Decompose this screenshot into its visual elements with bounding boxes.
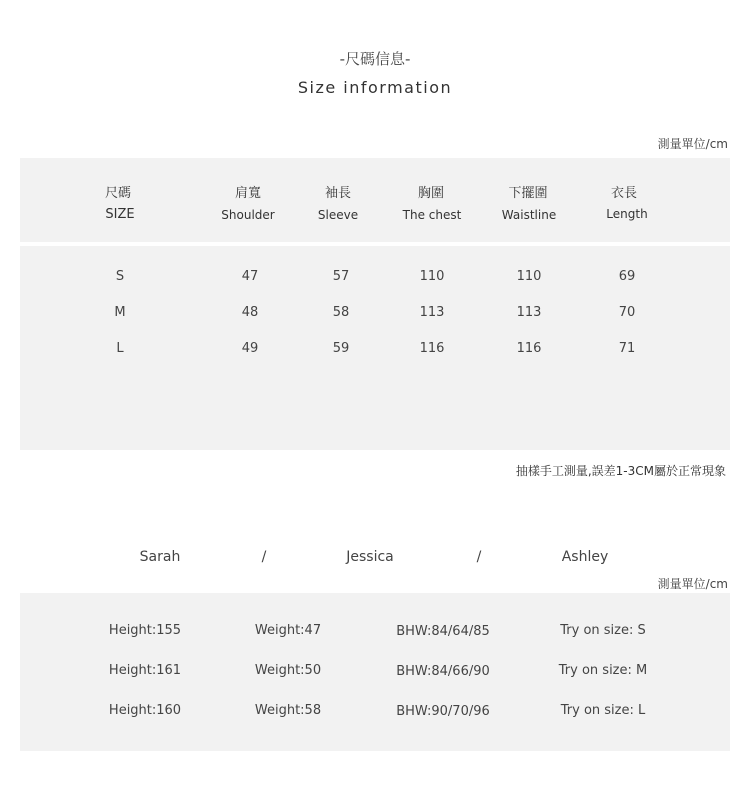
- model-name-jessica: Jessica: [346, 549, 394, 565]
- header-chest-cn: 胸圍: [417, 186, 445, 201]
- table-cell: 57: [332, 269, 350, 284]
- header-length-en: Length: [606, 207, 648, 221]
- header-waistline-cn: 下擺圍: [508, 186, 548, 201]
- measurement-note: 抽樣手工測量,誤差1-3CM屬於正常現象: [515, 464, 726, 478]
- table-cell: 59: [332, 341, 350, 356]
- table-cell: 49: [241, 341, 259, 356]
- model-try-size: Try on size: M: [558, 663, 648, 678]
- model-name-sarah: Sarah: [139, 549, 181, 565]
- table-cell: M: [114, 305, 126, 320]
- size-table-header: [20, 158, 730, 242]
- header-shoulder-cn: 肩寬: [234, 186, 262, 201]
- unit-label: 測量單位/cm: [657, 577, 728, 591]
- table-cell: 116: [516, 341, 542, 356]
- header-sleeve-cn: 袖長: [324, 186, 352, 201]
- table-cell: 71: [618, 341, 636, 356]
- title-english: Size information: [297, 78, 453, 97]
- table-cell: S: [115, 269, 125, 284]
- table-cell: 116: [419, 341, 445, 356]
- model-bhw: BHW:84/64/85: [396, 624, 490, 639]
- header-waistline-en: Waistline: [501, 208, 557, 222]
- title-chinese: -尺碼信息-: [339, 50, 411, 68]
- model-bhw: BHW:90/70/96: [396, 704, 490, 719]
- model-weight: Weight:58: [254, 703, 322, 718]
- model-name-ashley: Ashley: [561, 549, 609, 565]
- table-cell: 110: [516, 269, 542, 284]
- table-cell: 69: [618, 269, 636, 284]
- name-separator: /: [476, 549, 482, 565]
- header-chest-en: The chest: [402, 208, 462, 222]
- table-cell: 58: [332, 305, 350, 320]
- model-height: Height:155: [108, 623, 182, 638]
- model-height: Height:161: [108, 663, 182, 678]
- table-cell: 47: [241, 269, 259, 284]
- table-cell: 48: [241, 305, 259, 320]
- name-separator: /: [261, 549, 267, 565]
- model-height: Height:160: [108, 703, 182, 718]
- header-size-en: SIZE: [105, 207, 135, 222]
- header-size-cn: 尺碼: [104, 186, 132, 201]
- header-shoulder-en: Shoulder: [221, 208, 275, 222]
- header-length-cn: 衣長: [610, 186, 638, 201]
- model-try-size: Try on size: L: [560, 703, 646, 718]
- table-cell: 113: [516, 305, 542, 320]
- model-weight: Weight:50: [254, 663, 322, 678]
- unit-label: 測量單位/cm: [657, 137, 728, 151]
- model-weight: Weight:47: [254, 623, 322, 638]
- table-cell: 113: [419, 305, 445, 320]
- table-cell: 70: [618, 305, 636, 320]
- model-bhw: BHW:84/66/90: [396, 664, 490, 679]
- model-table: [20, 593, 730, 751]
- model-try-size: Try on size: S: [560, 623, 646, 638]
- header-sleeve-en: Sleeve: [317, 208, 359, 222]
- size-table-body: [20, 246, 730, 450]
- table-cell: L: [116, 341, 124, 356]
- table-cell: 110: [419, 269, 445, 284]
